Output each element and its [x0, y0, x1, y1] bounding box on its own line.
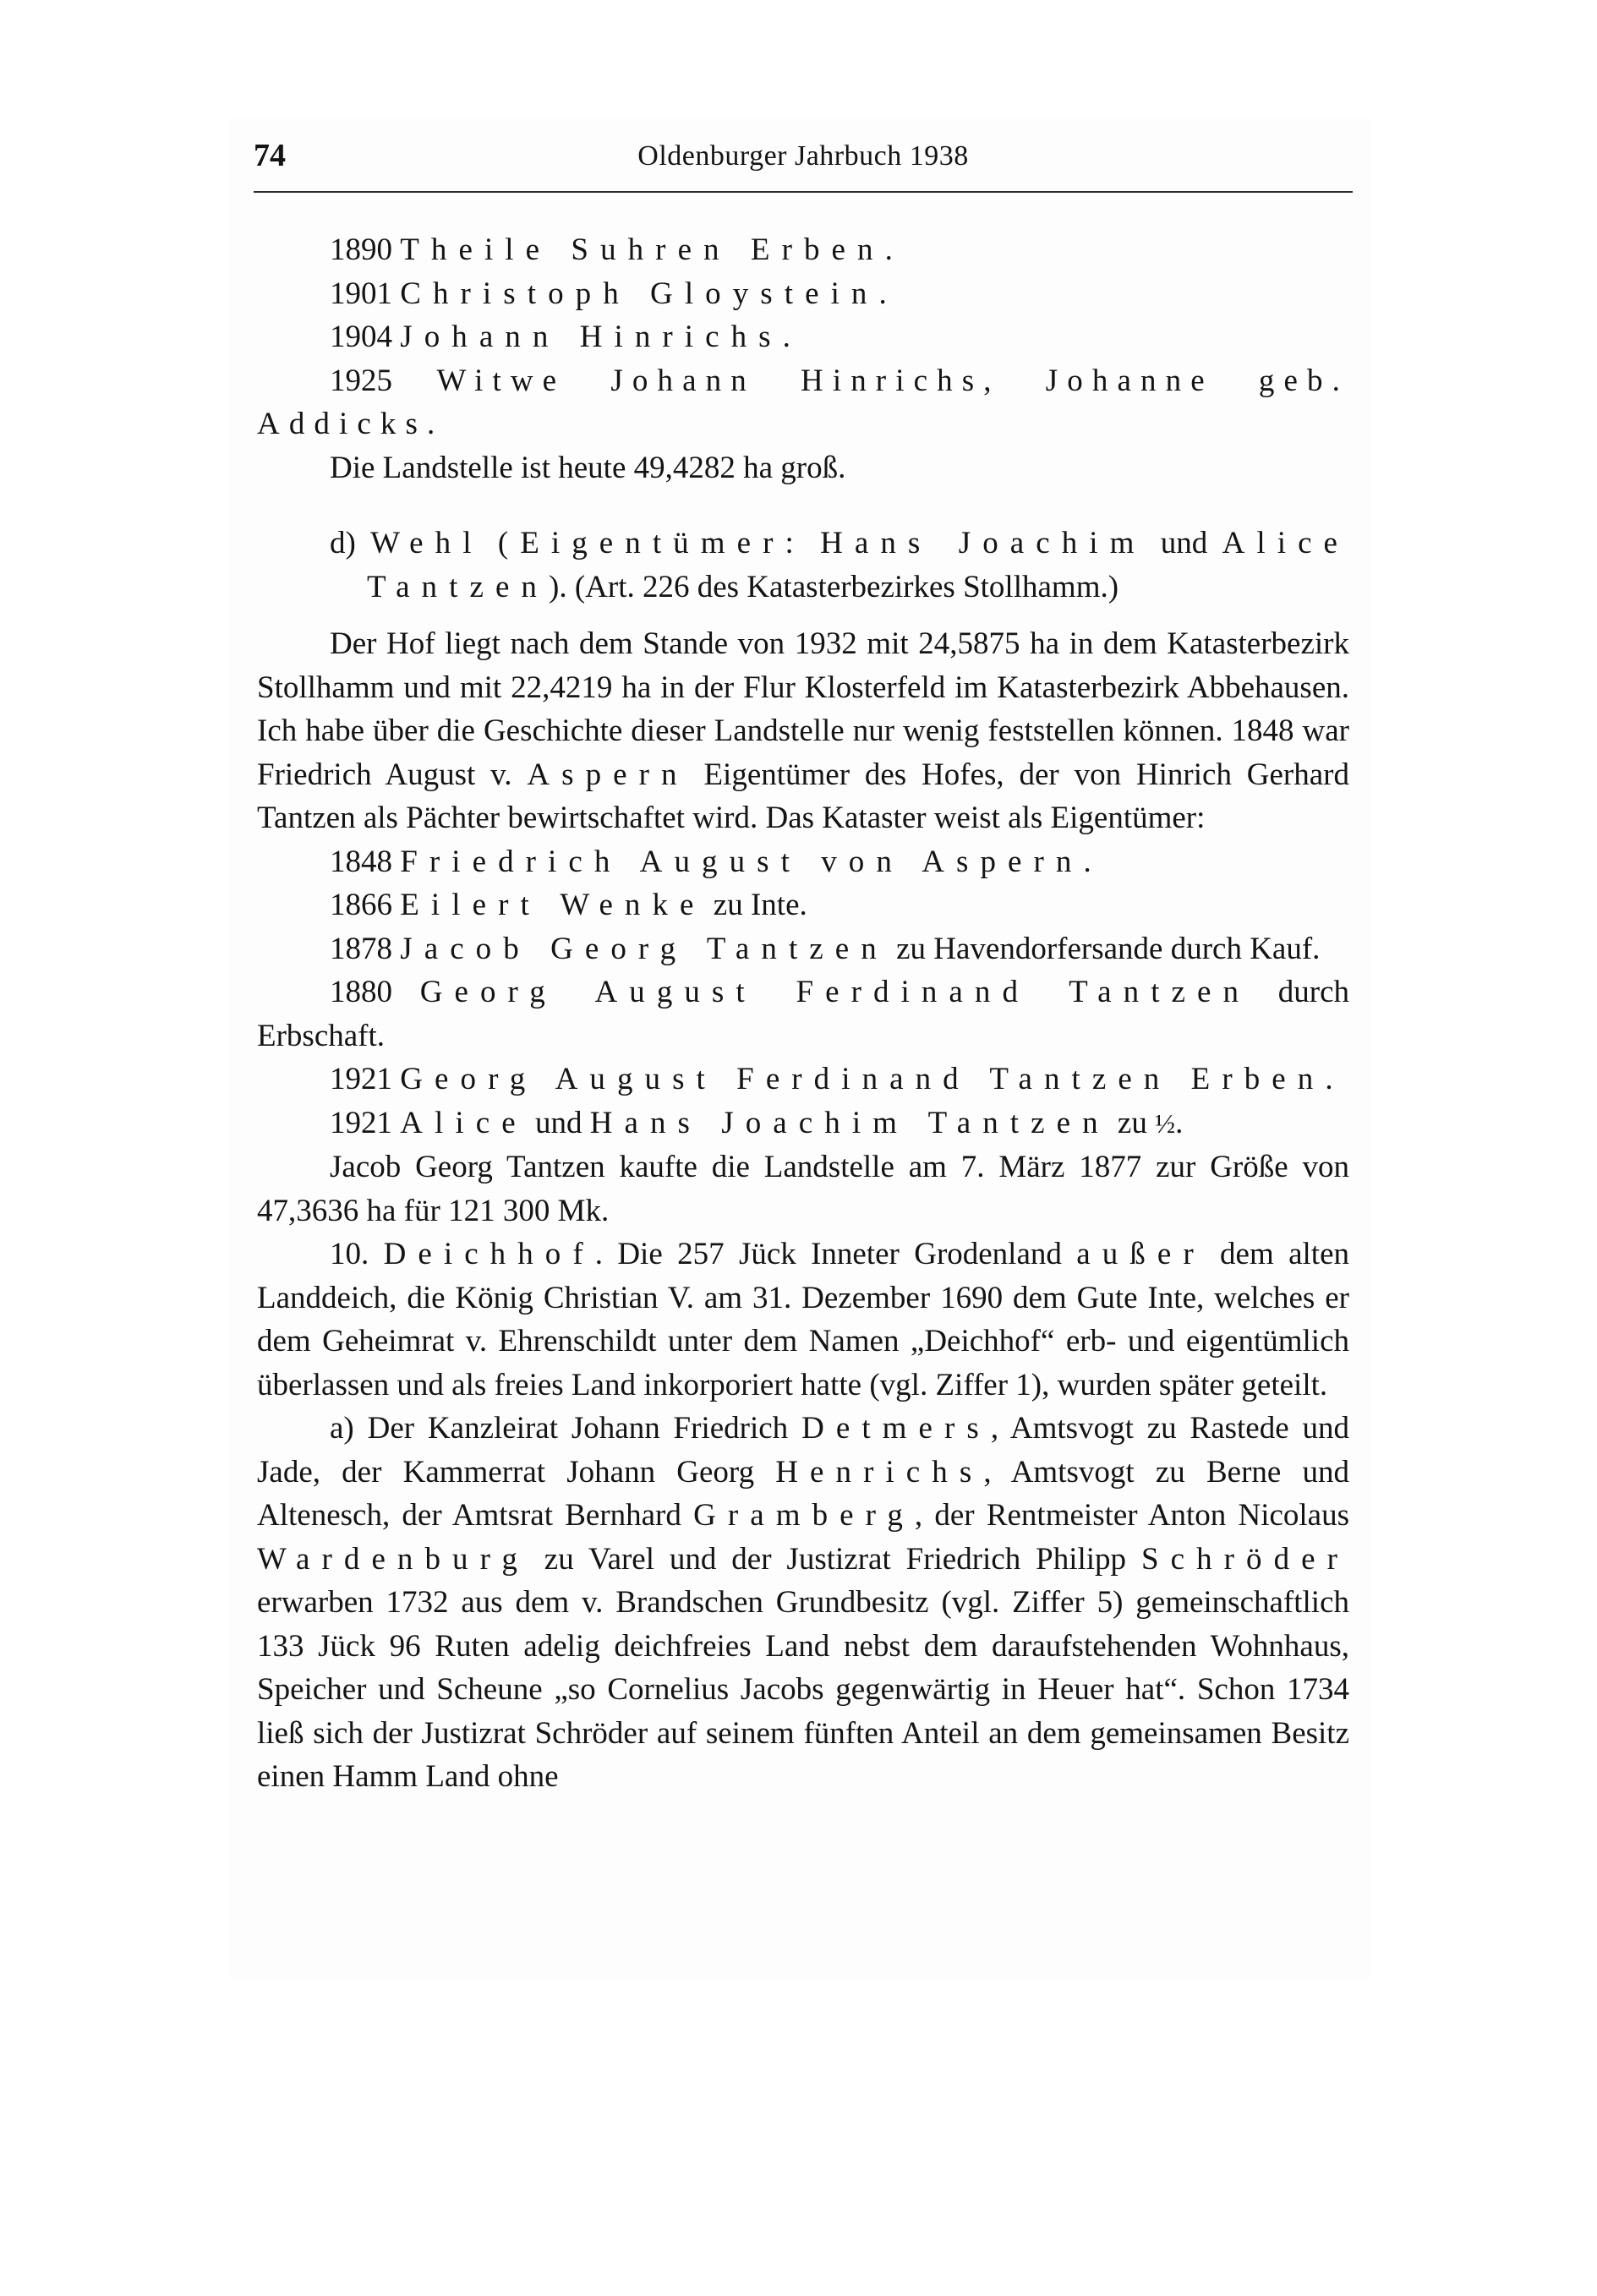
owner-name: Hans Joachim Tantzen [589, 1105, 1110, 1140]
share-fraction: ½ [1155, 1107, 1176, 1139]
spaced-name: Detmers [801, 1411, 991, 1446]
section-number: 10. [330, 1237, 369, 1271]
farm-name: Wehl [370, 526, 484, 560]
owner-year: 1890 [330, 232, 392, 267]
spaced-name: Schröder [1140, 1541, 1350, 1577]
owner-entry [257, 970, 1349, 1058]
owner-year: 1901 [330, 276, 392, 311]
owner-tail: durch Erbschaft. [257, 975, 1350, 1053]
owner-entry [257, 927, 1349, 971]
paragraph-text: zu Varel und der Justizrat Friedrich Philipp [544, 1541, 1127, 1577]
spaced-name: Gramberg [693, 1498, 915, 1533]
paragraph-text: Der Hof liegt nach dem Stande von 1932 mit 24,5875 ha in dem Katasterbezirk Stollhamm und mit 22,4219 ha in der Flur Klosterfeld im Katasterbezirk Abbehausen. Ich habe über die Geschichte dieser Landstelle nur wenig feststellen können. 1848 war Friedrich August v. [257, 626, 1349, 792]
owner-name: Jacob Georg Tantzen [400, 931, 889, 966]
owner-tail: . [1325, 1062, 1333, 1096]
owner-name: Theile Suhren Erben [400, 232, 885, 267]
paragraph-text: , der Rentmeister Anton Nicolaus [914, 1498, 1350, 1533]
owner-name: Eilert Wenke [400, 888, 706, 922]
paragraph-text: erwarben 1732 aus dem v. Brandschen Grundbesitz (vgl. Ziffer 5) gemeinschaftlich 133 Jück 96 Ruten adelig deichfreies Land nebst dem daraufstehenden Wohnhaus, Speicher und Scheune „so Cornelius Jacobs gegenwärtig in Heuer hat“. Schon 1734 ließ sich der Justizrat Schröder auf seinem fünften Anteil an dem gemeinsamen Besitz einen Hamm Land ohne [257, 1585, 1349, 1794]
owner-year: 1880 [330, 975, 392, 1009]
owner-entry [257, 1058, 1349, 1102]
paragraph-text: . Die 257 Jück Inneter Grodenland [594, 1237, 1062, 1271]
owner-entry [257, 359, 1349, 446]
owner-tail: . [1175, 1105, 1184, 1140]
owner-entry [257, 228, 1349, 272]
connector: und [534, 1105, 582, 1140]
owner-name: Witwe Johann Hinrichs, Johanne geb. Addicks [257, 363, 1349, 441]
paragraph-text: , Amtsvogt zu Rastede und Jade, der Kammerrat Johann Georg [257, 1411, 1350, 1490]
paragraph-text: Eigentümer des Hofes, der von Hinrich Gerhard Tantzen als Pächter bewirtschaftet wird. Das Kataster weist als Eigentümer: [257, 757, 1349, 835]
heading-close: ). [549, 569, 567, 604]
owner-name: Georg August Ferdinand Tantzen [419, 975, 1251, 1009]
body-paragraph [257, 1407, 1349, 1799]
cadastre-ref: (Art. 226 des Katasterbezirkes Stollhamm.) [574, 569, 1119, 604]
owner-tail: zu Havendorfersande durch Kauf. [888, 931, 1321, 966]
spaced-word: außer [1076, 1237, 1206, 1271]
owner-name: Alice Tantzen [367, 526, 1350, 604]
paragraph-text: dem alten Landdeich, die König Christian V. am 31. Dezember 1690 dem Gute Inte, welches er dem Geheimrat v. Ehrenschildt unter dem Namen „Deichhof“ erb- und eigentümlich überlassen und als freies Land inkorporiert hatte (vgl. Ziffer 1), wurden später geteilt. [257, 1237, 1349, 1402]
owner-tail: zu Inte. [705, 888, 807, 922]
owner-year: 1921 [330, 1062, 392, 1096]
owner-tail: . [782, 320, 790, 354]
owner-tail: . [878, 276, 887, 311]
size-note: Die Landstelle ist heute 49,4282 ha groß. [330, 450, 846, 485]
owner-intro: (Eigentümer: [497, 526, 806, 560]
header-rule [254, 191, 1353, 193]
page-body [257, 228, 1349, 1799]
owner-tail: . [884, 232, 893, 267]
paragraph-text: , Amtsvogt zu Berne und Altenesch, der Amtsrat Bernhard [257, 1454, 1349, 1533]
paragraph-text: a) Der Kanzleirat Johann Friedrich [330, 1411, 789, 1446]
owner-name: Christoph Gloystein [400, 276, 879, 311]
section-label: d) [330, 526, 356, 560]
owner-year: 1866 [330, 888, 392, 922]
owner-tail: . [1083, 844, 1091, 879]
body-paragraph [257, 1233, 1349, 1407]
owner-year: 1878 [330, 931, 392, 966]
spaced-name: Aspern [527, 757, 689, 792]
bottom-margin [0, 1978, 1597, 2296]
owner-tail: . [427, 407, 445, 441]
body-paragraph [257, 622, 1349, 840]
page-header [254, 135, 1353, 183]
owner-year: 1925 [330, 363, 392, 398]
owner-entry [257, 272, 1349, 316]
owner-name: Alice [400, 1105, 528, 1140]
owner-year: 1848 [330, 844, 392, 879]
spaced-name: Wardenburg [257, 1541, 529, 1577]
owner-year: 1904 [330, 320, 392, 354]
running-title: Oldenburger Jahrbuch 1938 [637, 140, 969, 172]
page-number: 74 [254, 138, 286, 173]
section-heading [257, 522, 1349, 609]
owner-name: Johann Hinrichs [400, 320, 783, 354]
owner-tail: zu [1109, 1105, 1147, 1140]
owner-entry [257, 1102, 1349, 1146]
owner-year: 1921 [330, 1105, 392, 1140]
sale-note: Jacob Georg Tantzen kaufte die Landstelle am 7. März 1877 zur Größe von 47,3636 ha für 121 300 Mk. [257, 1150, 1349, 1228]
owner-name: Hans Joachim [820, 526, 1146, 560]
owner-entry [257, 883, 1349, 927]
owner-name: Georg August Ferdinand Tantzen Erben [400, 1062, 1326, 1096]
owner-name: Friedrich August von Aspern [400, 844, 1084, 879]
section-title: Deichhof [383, 1237, 595, 1271]
owner-entry [257, 315, 1349, 359]
owner-entry [257, 840, 1349, 884]
spaced-name: Henrichs [775, 1454, 984, 1490]
connector: und [1160, 526, 1208, 560]
